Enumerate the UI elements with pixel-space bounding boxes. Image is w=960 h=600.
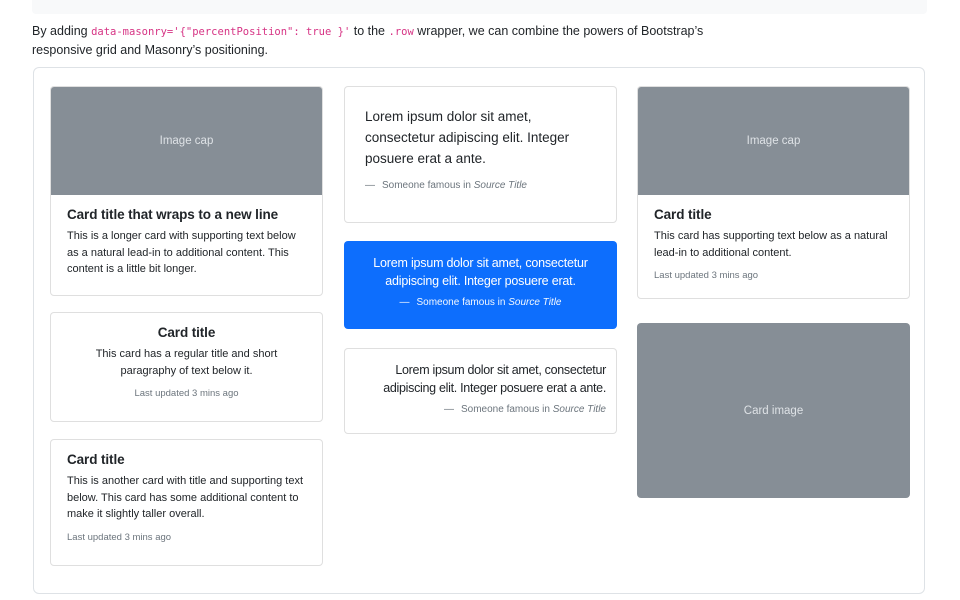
- image-cap-label: Image cap: [746, 135, 801, 147]
- intro-text-prefix: By adding: [32, 24, 92, 38]
- card-blockquote: [344, 86, 617, 223]
- card-taller-text: [50, 439, 323, 566]
- card-image-label: Card image: [743, 404, 804, 417]
- card-full-image-placeholder: [637, 323, 910, 498]
- card-title: Card title that wraps to a new line: [67, 207, 279, 222]
- last-updated-text: Last updated 3 mins ago: [654, 270, 759, 281]
- blockquote-text: Lorem ipsum dolor sit amet, consectetur adipiscing elit. Integer posuere erat.: [373, 256, 588, 289]
- intro-paragraph: [32, 22, 744, 61]
- code-data-masonry: data-masonry='{"percentPosition": true }': [91, 26, 351, 38]
- intro-text-suffix: wrapper, we can combine the powers of Bootstrap’s responsive grid and Masonry’s positioning.: [32, 24, 704, 58]
- image-cap-placeholder: [51, 87, 322, 195]
- blockquote-dash: —: [399, 297, 410, 309]
- card-title: Card title: [67, 452, 125, 467]
- blockquote-attribution: Someone famous in: [461, 404, 553, 416]
- card-blockquote-right: [344, 348, 617, 434]
- blockquote-attribution: Someone famous in: [416, 297, 509, 309]
- last-updated-text: Last updated 3 mins ago: [67, 531, 172, 543]
- card-title: Card title: [654, 207, 712, 222]
- blockquote-dash: —: [444, 404, 454, 416]
- card-body: [51, 440, 322, 555]
- code-block-remnant: [32, 0, 927, 14]
- blockquote-dash: —: [365, 179, 375, 191]
- image-cap-label: Image cap: [159, 135, 214, 147]
- card-body: [51, 313, 322, 411]
- blockquote-attribution: Someone famous in: [382, 179, 474, 191]
- card-body: [638, 195, 909, 293]
- card-body: [51, 195, 322, 290]
- blockquote-footer: [356, 297, 605, 308]
- card-text: This is a longer card with supporting text below as a natural lead-in to additional content. This content is a little bit longer.: [67, 230, 296, 275]
- blockquote-source: Source Title: [552, 404, 606, 416]
- intro-text-middle: to the: [350, 24, 389, 38]
- blockquote-text: Lorem ipsum dolor sit amet, consectetur adipiscing elit. Integer posuere erat a ante.: [365, 109, 570, 166]
- code-row-class: .row: [388, 26, 414, 38]
- last-updated-text: Last updated 3 mins ago: [134, 388, 239, 399]
- blockquote-source: Source Title: [473, 179, 527, 191]
- image-cap-placeholder: [638, 87, 909, 195]
- card-text: This card has supporting text below as a natural lead-in to additional content.: [654, 230, 888, 259]
- card-body: [344, 241, 617, 321]
- card-image-cap-short: [637, 86, 910, 299]
- card-text: This card has a regular title and short paragraphy of text below it.: [95, 348, 278, 377]
- card-blockquote-primary: [344, 241, 617, 329]
- card-text: This is another card with title and supporting text below. This card has some additional content to make it slightly taller overall.: [67, 475, 304, 520]
- blockquote-text: Lorem ipsum dolor sit amet, consectetur adipiscing elit. Integer posuere erat a ante.: [383, 363, 606, 396]
- card-image-cap-long-title: [50, 86, 323, 296]
- masonry-example-container: [33, 67, 925, 594]
- card-body: [345, 87, 616, 211]
- blockquote-footer: [355, 404, 606, 415]
- card-body: [345, 349, 616, 427]
- card-centered-title: [50, 312, 323, 422]
- card-title: Card title: [157, 325, 216, 340]
- blockquote-footer: [365, 180, 596, 191]
- blockquote-source: Source Title: [508, 297, 562, 309]
